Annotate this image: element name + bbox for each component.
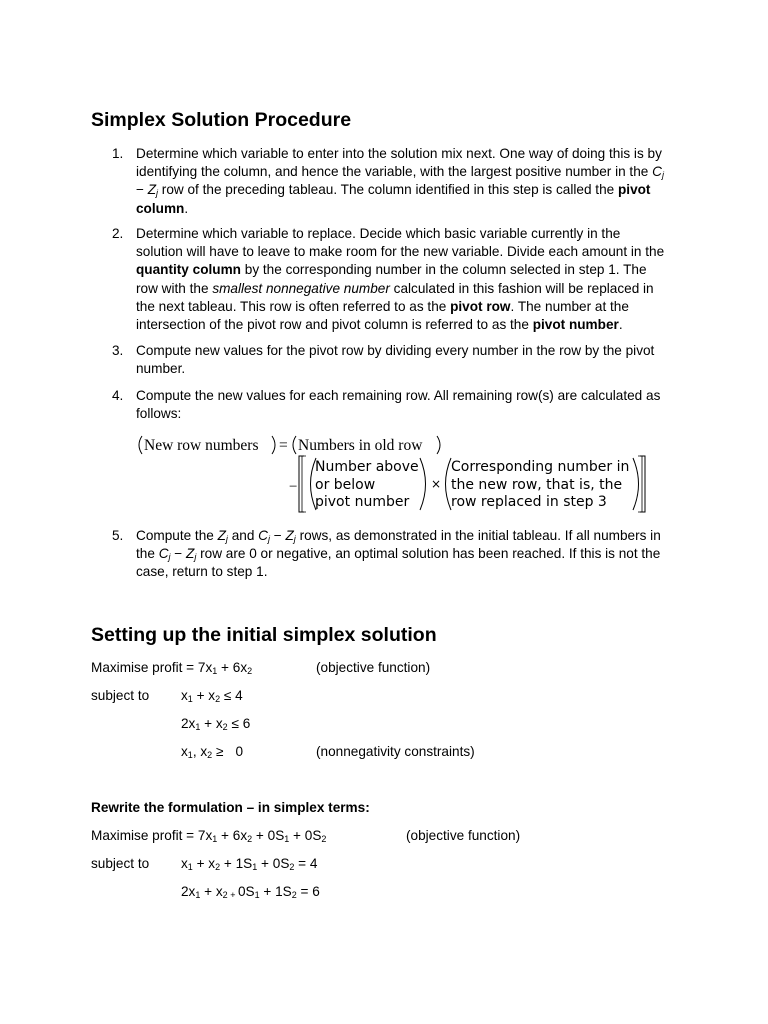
- bold-term: quantity column: [136, 262, 241, 278]
- text-run: . The number at the: [510, 298, 629, 314]
- step-line: [136, 316, 676, 334]
- subscript: 1: [187, 750, 193, 760]
- text-run: + x: [192, 688, 216, 703]
- text-run: 0S: [237, 884, 255, 899]
- subscript: j: [267, 534, 270, 544]
- subscript: 2: [215, 694, 221, 704]
- step-line: Compute new values for the pivot row by dividing every number in the row by the pivot: [136, 343, 655, 358]
- step-number: 5.: [112, 528, 124, 543]
- paren-close-icon: [437, 436, 440, 454]
- text-run: .: [618, 317, 623, 333]
- text-run: , x: [192, 744, 208, 759]
- text-run: + 1S: [259, 884, 292, 899]
- subscript: 1: [195, 890, 201, 900]
- step-line: number.: [136, 361, 186, 377]
- step-line: [136, 280, 676, 298]
- step-line: case, return to step 1.: [136, 564, 268, 580]
- text-run: + x: [192, 856, 216, 871]
- constraint-1: [181, 688, 243, 704]
- subscript: 2: [247, 666, 253, 676]
- text-run: by the corresponding number in the column selected in step 1. The: [240, 262, 647, 278]
- bracket-close-icon: [638, 456, 642, 512]
- paren-open-icon: [293, 436, 296, 454]
- step-line: [136, 261, 676, 279]
- text-run: −: [269, 528, 286, 543]
- text-run: = 4: [294, 856, 318, 871]
- text-run: + x: [200, 716, 223, 731]
- subscript: 2: [247, 834, 253, 844]
- subscript: 2: [222, 890, 228, 900]
- step-line: [136, 527, 676, 545]
- italic-var: C: [158, 546, 169, 562]
- section-heading-simplex-procedure: Simplex Solution Procedure: [91, 109, 352, 131]
- formula-rhs: Numbers in old row: [298, 437, 423, 454]
- text-run: + 0S: [257, 856, 290, 871]
- subscript: 1: [195, 722, 201, 732]
- italic-var: Z: [217, 528, 226, 543]
- formula-minus: −: [289, 479, 298, 495]
- step-line: [136, 181, 676, 199]
- subscript: 1: [284, 834, 290, 844]
- formula-right-line-2: the new row, that is, the: [451, 477, 623, 493]
- formula-left-line-2: or below: [315, 477, 376, 493]
- step-text: [136, 225, 676, 334]
- subscript-plus: +: [227, 890, 238, 900]
- text-run: + 1S: [220, 856, 253, 871]
- text-run: + 6x: [217, 660, 248, 675]
- step-line: [136, 163, 676, 181]
- text-run: + 0S: [252, 828, 285, 843]
- bold-term: pivot: [617, 182, 651, 198]
- step-number: 3.: [112, 343, 124, 358]
- simplex-objective-label: (objective function): [406, 828, 521, 843]
- nonnegativity-constraint: [181, 744, 243, 760]
- text-run: Maximise profit = 7x: [91, 660, 213, 675]
- step-text: [136, 527, 676, 582]
- italic-var: C: [258, 528, 268, 543]
- text-run: 0: [235, 744, 243, 759]
- text-run: identifying the column, and hence the variable, with the largest positive number in the: [136, 164, 653, 180]
- text-run: rows, as demonstrated in the initial tableau. If all numbers in: [295, 528, 661, 543]
- text-run: ≤ 6: [227, 716, 251, 731]
- text-run: 2x: [181, 716, 196, 731]
- text-run: intersection of the pivot row and pivot column is referred to as the: [136, 317, 533, 333]
- subscript: 2: [222, 722, 228, 732]
- paren-open-icon: [446, 458, 452, 510]
- subject-to-label-2: subject to: [91, 856, 150, 871]
- text-run: x: [181, 688, 188, 703]
- step-number: 1.: [112, 146, 124, 161]
- text-run: Compute the: [136, 528, 218, 543]
- formula-times: ×: [431, 477, 442, 491]
- subscript: 2: [289, 862, 295, 872]
- step-number: 2.: [112, 226, 124, 241]
- text-run: + x: [200, 884, 223, 899]
- bracket-open-icon: [299, 456, 304, 512]
- subscript: j: [225, 534, 228, 544]
- subscript: 1: [252, 862, 258, 872]
- text-run: and: [227, 528, 259, 543]
- text-run: x: [181, 744, 188, 759]
- paren-close-icon: [420, 458, 426, 510]
- text-run: row are 0 or negative, an optimal solution has been reached. If this is not the: [196, 546, 661, 562]
- text-run: x: [181, 856, 188, 871]
- bracket-open-icon: [302, 456, 306, 512]
- bold-term: pivot row: [450, 298, 511, 314]
- section-heading-initial-simplex: Setting up the initial simplex solution: [91, 624, 437, 646]
- paren-open-icon: [139, 436, 142, 454]
- subscript: 2: [207, 750, 213, 760]
- subscript: 1: [187, 862, 193, 872]
- subscript: 1: [212, 834, 218, 844]
- text-run: + 6x: [217, 828, 248, 843]
- italic-var: Z: [147, 182, 157, 198]
- objective-line: [91, 660, 252, 676]
- step-line: solution will have to leave to make room for the new variable. Divide each amount in the: [136, 244, 665, 260]
- text-run: row with the: [136, 280, 213, 296]
- formula-right-line-1: Corresponding number in: [451, 459, 630, 475]
- subscript: j: [168, 552, 171, 563]
- text-run: ≥: [212, 744, 224, 759]
- italic-term: smallest nonnegative number: [212, 280, 390, 296]
- text-run: the: [136, 546, 159, 562]
- text-run: .: [184, 200, 189, 216]
- text-run: calculated in this fashion will be replaced in: [389, 280, 654, 296]
- text-run: ≤ 4: [220, 688, 243, 703]
- text-run: row of the preceding tableau. The column identified in this step is called the: [158, 182, 618, 198]
- formula-right-line-3: row replaced in step 3: [451, 494, 607, 510]
- step-line: [136, 200, 676, 218]
- step-text: [136, 145, 676, 218]
- step-number: 4.: [112, 388, 124, 403]
- formula-left-line-3: pivot number: [315, 494, 410, 510]
- text-run: −: [170, 546, 187, 562]
- simplex-constraint-1: [181, 856, 317, 872]
- bold-term: column: [136, 200, 185, 216]
- step-line: [136, 298, 676, 316]
- step-line: [136, 545, 676, 563]
- paren-close-icon: [272, 436, 275, 454]
- italic-var: Z: [186, 546, 195, 562]
- subscript: 1: [212, 666, 218, 676]
- subscript: j: [661, 170, 664, 181]
- text-run: = 6: [296, 884, 320, 899]
- bold-term: pivot number: [532, 317, 619, 333]
- subscript: 2: [321, 834, 327, 844]
- objective-label: (objective function): [316, 660, 431, 675]
- subscript: j: [293, 534, 296, 544]
- subject-to-label: subject to: [91, 688, 150, 703]
- text-run: Maximise profit = 7x: [91, 828, 213, 843]
- text-run: 2x: [181, 884, 196, 899]
- step-line: follows:: [136, 406, 182, 422]
- italic-var: Z: [285, 528, 294, 543]
- bracket-close-icon: [640, 456, 645, 512]
- step-text: [136, 387, 676, 423]
- text-run: −: [136, 182, 148, 198]
- step-line: Determine which variable to replace. Decide which basic variable currently in the: [136, 226, 621, 241]
- step-text: [136, 342, 676, 378]
- subscript: j: [156, 188, 159, 199]
- text-run: + 0S: [289, 828, 322, 843]
- subscript: 2: [291, 890, 297, 900]
- paren-close-icon: [633, 458, 639, 510]
- constraint-2: [181, 716, 250, 732]
- subscript: 1: [254, 890, 260, 900]
- nonnegativity-label: (nonnegativity constraints): [316, 744, 475, 759]
- formula-lhs: New row numbers: [144, 437, 259, 454]
- rewrite-heading: Rewrite the formulation – in simplex terms:: [91, 800, 370, 815]
- text-run: the next tableau. This row is often referred to as the: [136, 298, 451, 314]
- formula-left-line-1: Number above: [315, 459, 419, 475]
- simplex-objective-line: [91, 828, 326, 844]
- step-line: Compute the new values for each remaining row. All remaining row(s) are calculated as: [136, 388, 661, 403]
- formula-equals: =: [279, 437, 288, 454]
- italic-var: C: [652, 164, 662, 180]
- subscript: 2: [215, 862, 221, 872]
- step-line: Determine which variable to enter into the solution mix next. One way of doing this is by: [136, 146, 662, 161]
- paren-open-icon: [311, 458, 317, 510]
- simplex-constraint-2: [181, 884, 320, 900]
- subscript: 1: [187, 694, 193, 704]
- subscript: j: [194, 552, 197, 563]
